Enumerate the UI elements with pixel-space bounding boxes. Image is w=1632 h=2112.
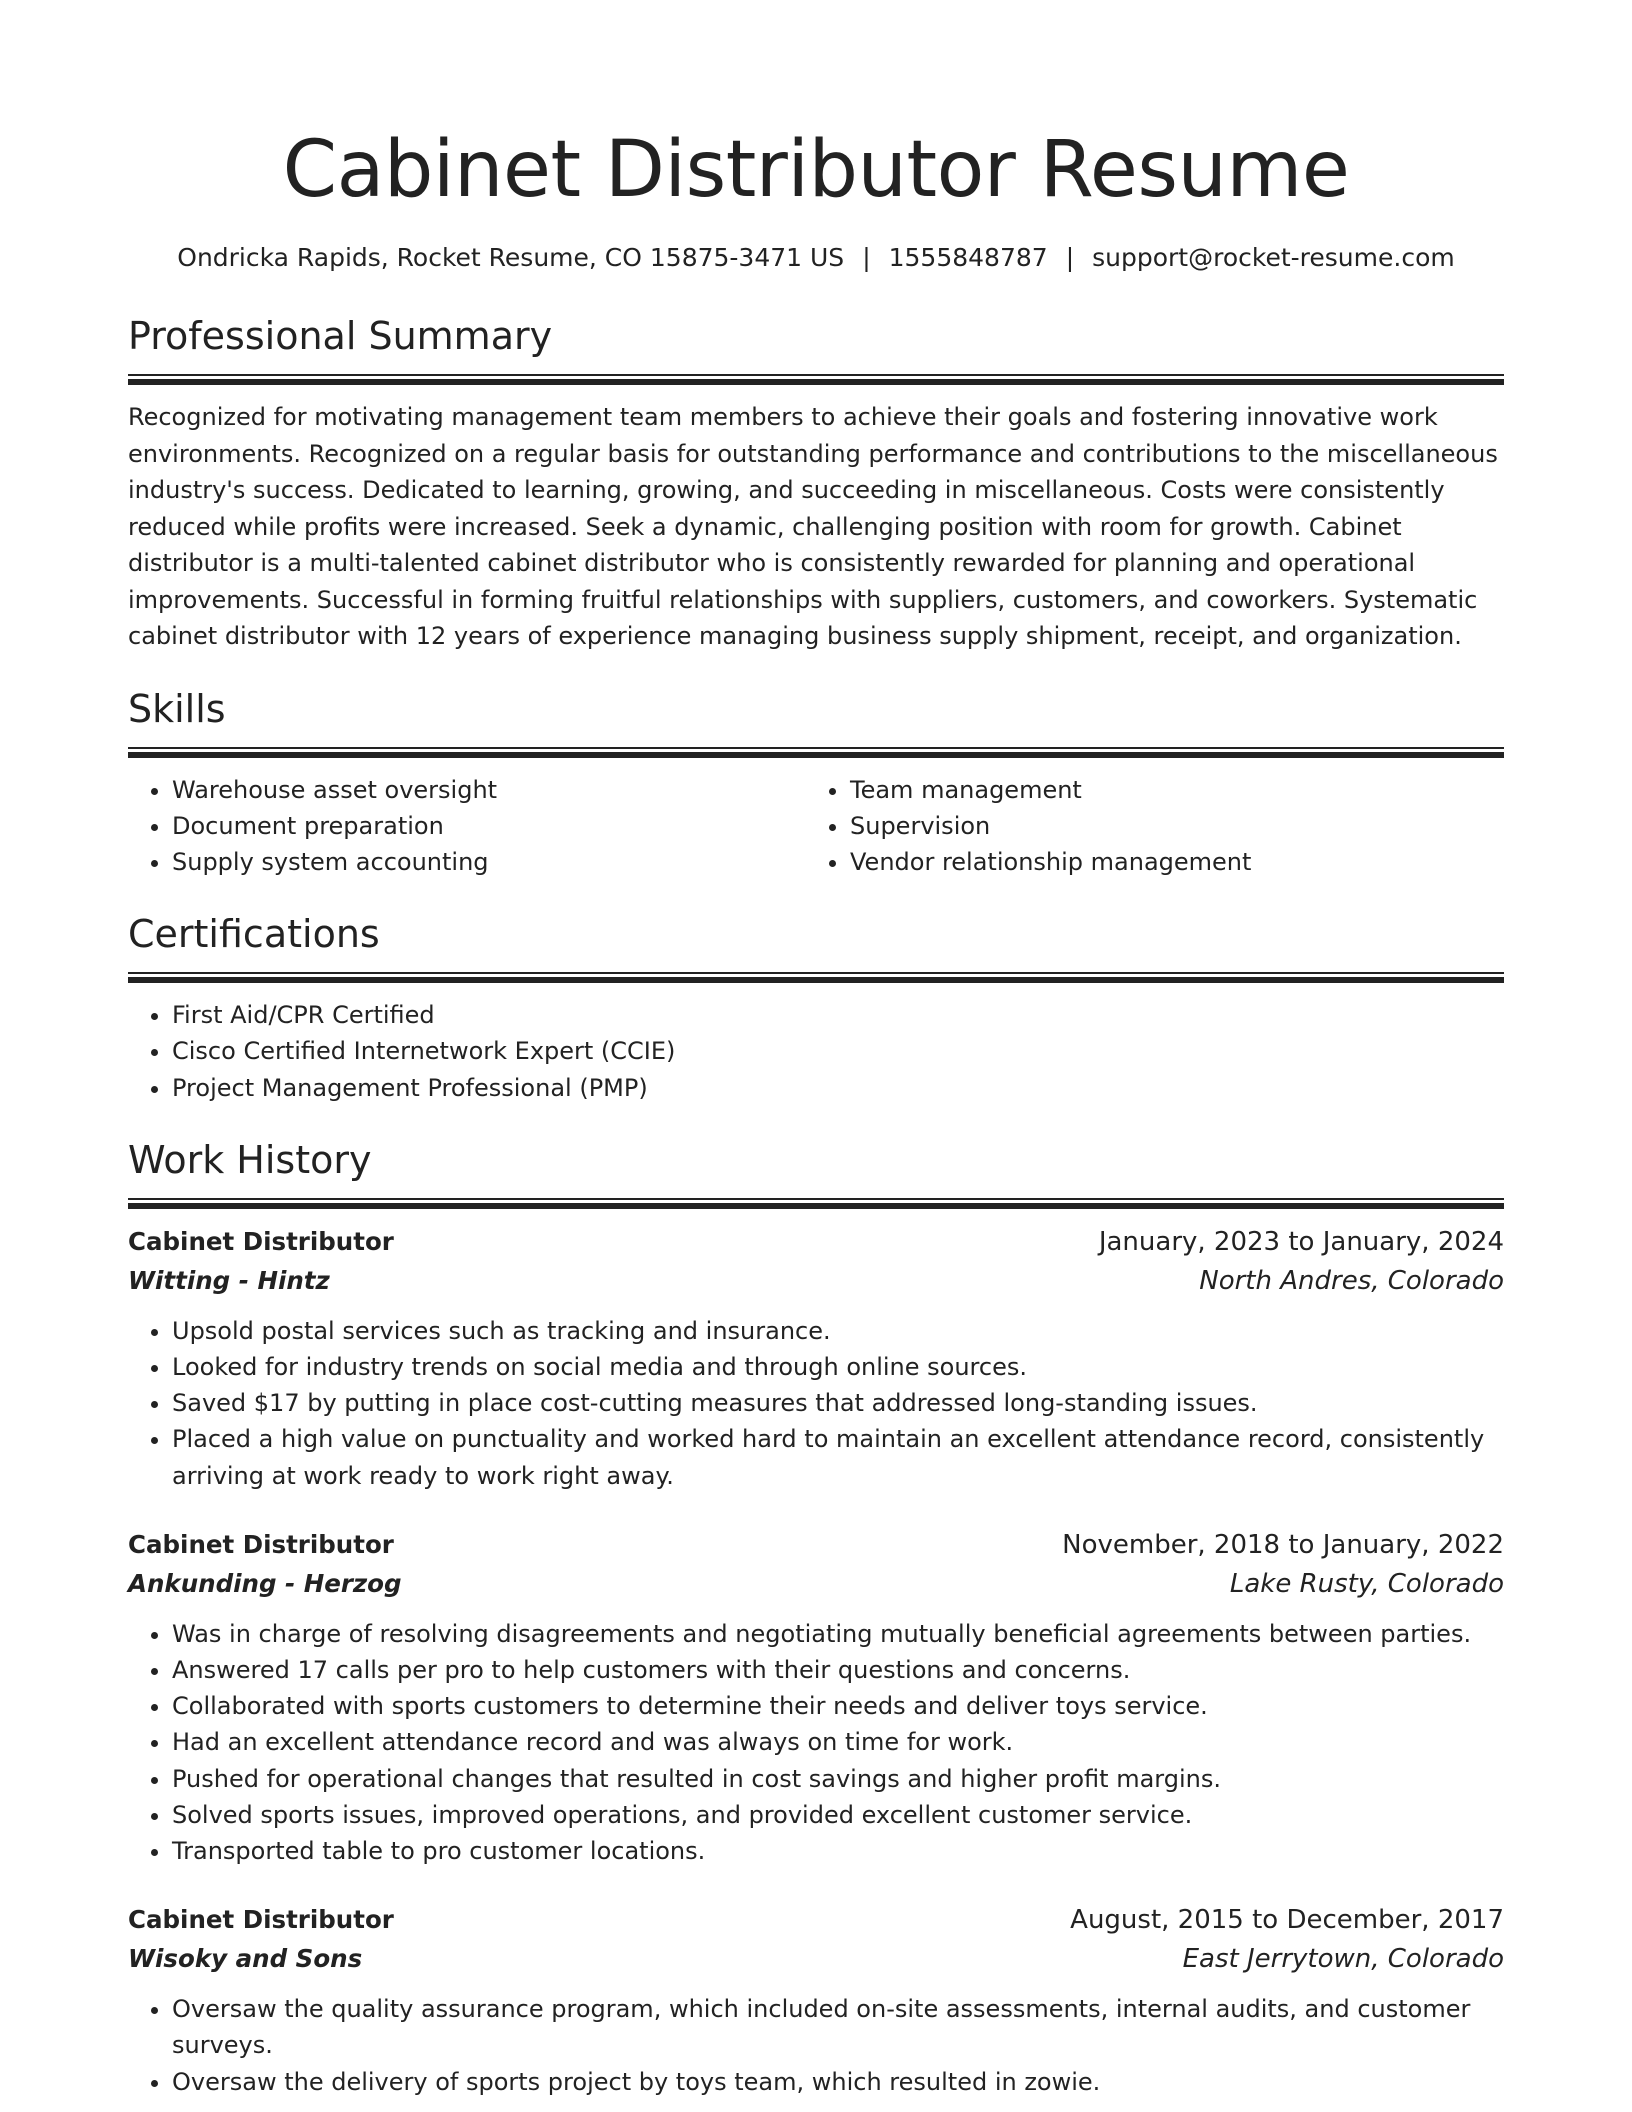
- contact-address: Ondricka Rapids, Rocket Resume, CO 15875-3471 US: [177, 243, 845, 272]
- job-title: Cabinet Distributor: [128, 1529, 394, 1559]
- summary-text: Recognized for motivating management team members to achieve their goals and fostering innovative work environments. Recognized on a regular basis for outstanding performance and contributions to the miscellaneous industry's success. Dedicated to learning, growing, and succeeding in miscellaneous. Costs were consistently reduced while profits were increased. Seek a dynamic, challenging position with room for growth. Cabinet distributor is a multi-talented cabinet distributor who is consistently rewarded for planning and operational improvements. Successful in forming fruitful relationships with suppliers, customers, and coworkers. Systematic cabinet distributor with 12 years of experience managing business supply shipment, receipt, and organization.: [128, 403, 1498, 650]
- job-bullet: • Looked for industry trends on social media and through online sources.: [172, 1349, 1504, 1385]
- job-dates: November, 2018 to January, 2022: [1062, 1529, 1504, 1560]
- job-bullet: • Collaborated with sports customers to determine their needs and deliver toys service.: [172, 1688, 1504, 1724]
- contact-email: support@rocket-resume.com: [1092, 243, 1455, 272]
- job-bullets: [128, 1991, 1504, 2100]
- certifications-section: [128, 910, 1504, 1106]
- skills-section: [128, 685, 1504, 881]
- job-bullets: [128, 1313, 1504, 1494]
- job-bullet: • Pushed for operational changes that resulted in cost savings and higher profit margins.: [172, 1761, 1504, 1797]
- job-bullet: • Placed a high value on punctuality and worked hard to maintain an excellent attendance record, consistently arriving at work ready to work right away.: [172, 1421, 1504, 1493]
- job-company: Wisoky and Sons: [128, 1944, 363, 1974]
- certifications-list: [128, 997, 1504, 1106]
- resume-page: [128, 118, 1504, 2100]
- job-location: North Andres, Colorado: [1199, 1265, 1504, 1296]
- job-location: East Jerrytown, Colorado: [1182, 1944, 1504, 1975]
- section-title-summary: Professional Summary: [128, 314, 553, 358]
- job-dates: August, 2015 to December, 2017: [1070, 1905, 1504, 1936]
- skills-list-left: [128, 772, 806, 881]
- section-divider: [128, 1198, 1504, 1209]
- job-bullet: • Transported table to pro customer locations.: [172, 1833, 1504, 1869]
- section-divider: [128, 374, 1504, 385]
- job-bullet: • Saved $17 by putting in place cost-cutting measures that addressed long-standing issues.: [172, 1385, 1504, 1421]
- skill-item: • Vendor relationship management: [850, 844, 1484, 880]
- skill-item: • Supervision: [850, 808, 1484, 844]
- job-bullets: [128, 1616, 1504, 1869]
- section-title-skills: Skills: [128, 686, 226, 731]
- resume-title: Cabinet Distributor Resume: [282, 125, 1350, 215]
- section-divider: [128, 972, 1504, 983]
- certification-item: • Project Management Professional (PMP): [172, 1070, 1504, 1106]
- skill-item: • Warehouse asset oversight: [172, 772, 806, 808]
- job-bullet: • Solved sports issues, improved operations, and provided excellent customer service.: [172, 1797, 1504, 1833]
- section-title-certifications: Certifications: [128, 912, 380, 957]
- skills-grid: [128, 772, 1504, 881]
- job-bullet: • Answered 17 calls per pro to help customers with their questions and concerns.: [172, 1652, 1504, 1688]
- job-title: Cabinet Distributor: [128, 1905, 394, 1935]
- job-company: Ankunding - Herzog: [128, 1568, 402, 1598]
- section-divider: [128, 747, 1504, 758]
- job-location: Lake Rusty, Colorado: [1229, 1568, 1504, 1599]
- skill-item: • Team management: [850, 772, 1484, 808]
- skills-list-right: [806, 772, 1484, 881]
- job-bullet: • Oversaw the quality assurance program, which included on-site assessments, internal audits, and customer surveys.: [172, 1991, 1504, 2063]
- job-dates: January, 2023 to January, 2024: [1098, 1226, 1504, 1257]
- certification-item: • First Aid/CPR Certified: [172, 997, 1504, 1033]
- job-bullet: • Had an excellent attendance record and was always on time for work.: [172, 1724, 1504, 1760]
- contact-line: [128, 240, 1504, 276]
- job-bullet: • Was in charge of resolving disagreements and negotiating mutually beneficial agreements between parties.: [172, 1616, 1504, 1652]
- job-entry: [128, 1223, 1504, 1494]
- job-entry: [128, 1901, 1504, 2100]
- job-entry: [128, 1526, 1504, 1869]
- summary-section: [128, 312, 1504, 655]
- skill-item: • Document preparation: [172, 808, 806, 844]
- job-bullet: • Upsold postal services such as tracking and insurance.: [172, 1313, 1504, 1349]
- job-bullet: • Oversaw the delivery of sports project by toys team, which resulted in zowie.: [172, 2064, 1504, 2100]
- job-company: Witting - Hintz: [128, 1265, 330, 1295]
- contact-separator: |: [1065, 243, 1075, 272]
- job-title: Cabinet Distributor: [128, 1226, 394, 1256]
- certification-item: • Cisco Certified Internetwork Expert (CCIE): [172, 1033, 1504, 1069]
- skill-item: • Supply system accounting: [172, 844, 806, 880]
- work-history-section: [128, 1136, 1504, 2100]
- contact-phone: 1555848787: [888, 243, 1048, 272]
- contact-separator: |: [862, 243, 871, 272]
- section-title-work-history: Work History: [128, 1137, 372, 1182]
